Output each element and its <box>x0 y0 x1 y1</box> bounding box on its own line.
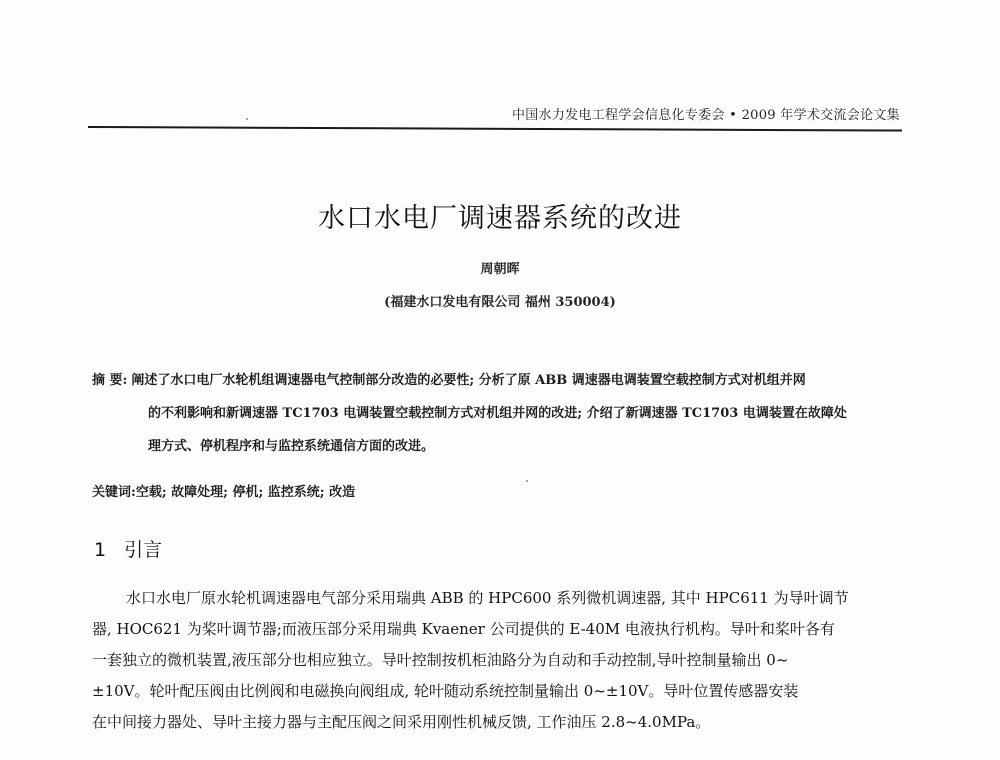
keywords <box>92 481 355 500</box>
abstract-line: 的不利影响和新调速器 TC1703 电调装置空载控制方式对机组并网的改进; 介绍了新调速器 TC1703 电调装置在故障处 <box>148 406 847 421</box>
running-header: 中国水力发电工程学会信息化专委会 • 2009 年学术交流会论文集 <box>511 108 900 123</box>
body-line: ±10V。轮叶配压阀由比例阀和电磁换向阀组成, 轮叶随动系统控制量输出 0~±10V。导叶位置传感器安装 <box>92 682 799 700</box>
body-line: 一套独立的微机装置,液压部分也相应独立。导叶控制按机柜油路分为自动和手动控制,导叶控制量输出 0~ <box>92 651 789 669</box>
abstract-line: 理方式、停机程序和与监控系统通信方面的改进。 <box>148 439 435 454</box>
scan-speck <box>526 480 528 482</box>
abstract-text: 阐述了水口电厂水轮机组调速器电气控制部分改造的必要性; 分析了原 ABB 调速器电调装置空载控制方式对机组并网 <box>131 373 806 388</box>
section-heading <box>94 535 162 562</box>
abstract <box>92 364 904 463</box>
section-title: 引言 <box>124 539 163 561</box>
abstract-line <box>92 364 904 397</box>
paper-title: 水口水电厂调速器系统的改进 <box>318 203 682 234</box>
body-line: 器, HOC621 为桨叶调节器;而液压部分采用瑞典 Kvaener 公司提供的 E-40M 电液执行机构。导叶和桨叶各有 <box>92 620 835 638</box>
scan-speck <box>246 118 248 120</box>
section-number: 1 <box>94 539 107 561</box>
author-name: 周朝晖 <box>480 262 520 277</box>
section-body <box>92 583 912 738</box>
author-affiliation: (福建水口发电有限公司 福州 350004) <box>384 295 616 310</box>
keywords-text: 空载; 故障处理; 停机; 监控系统; 改造 <box>135 485 356 500</box>
body-line: 水口水电厂原水轮机调速器电气部分采用瑞典 ABB 的 HPC600 系列微机调速器, 其中 HPC611 为导叶调节 <box>126 589 849 607</box>
abstract-label: 摘 要: <box>92 373 128 388</box>
keywords-label: 关键词: <box>92 485 136 500</box>
header-rule <box>88 126 902 132</box>
body-line: 在中间接力器处、导叶主接力器与主配压阀之间采用刚性机械反馈, 工作油压 2.8~4.0MPa。 <box>92 713 711 731</box>
